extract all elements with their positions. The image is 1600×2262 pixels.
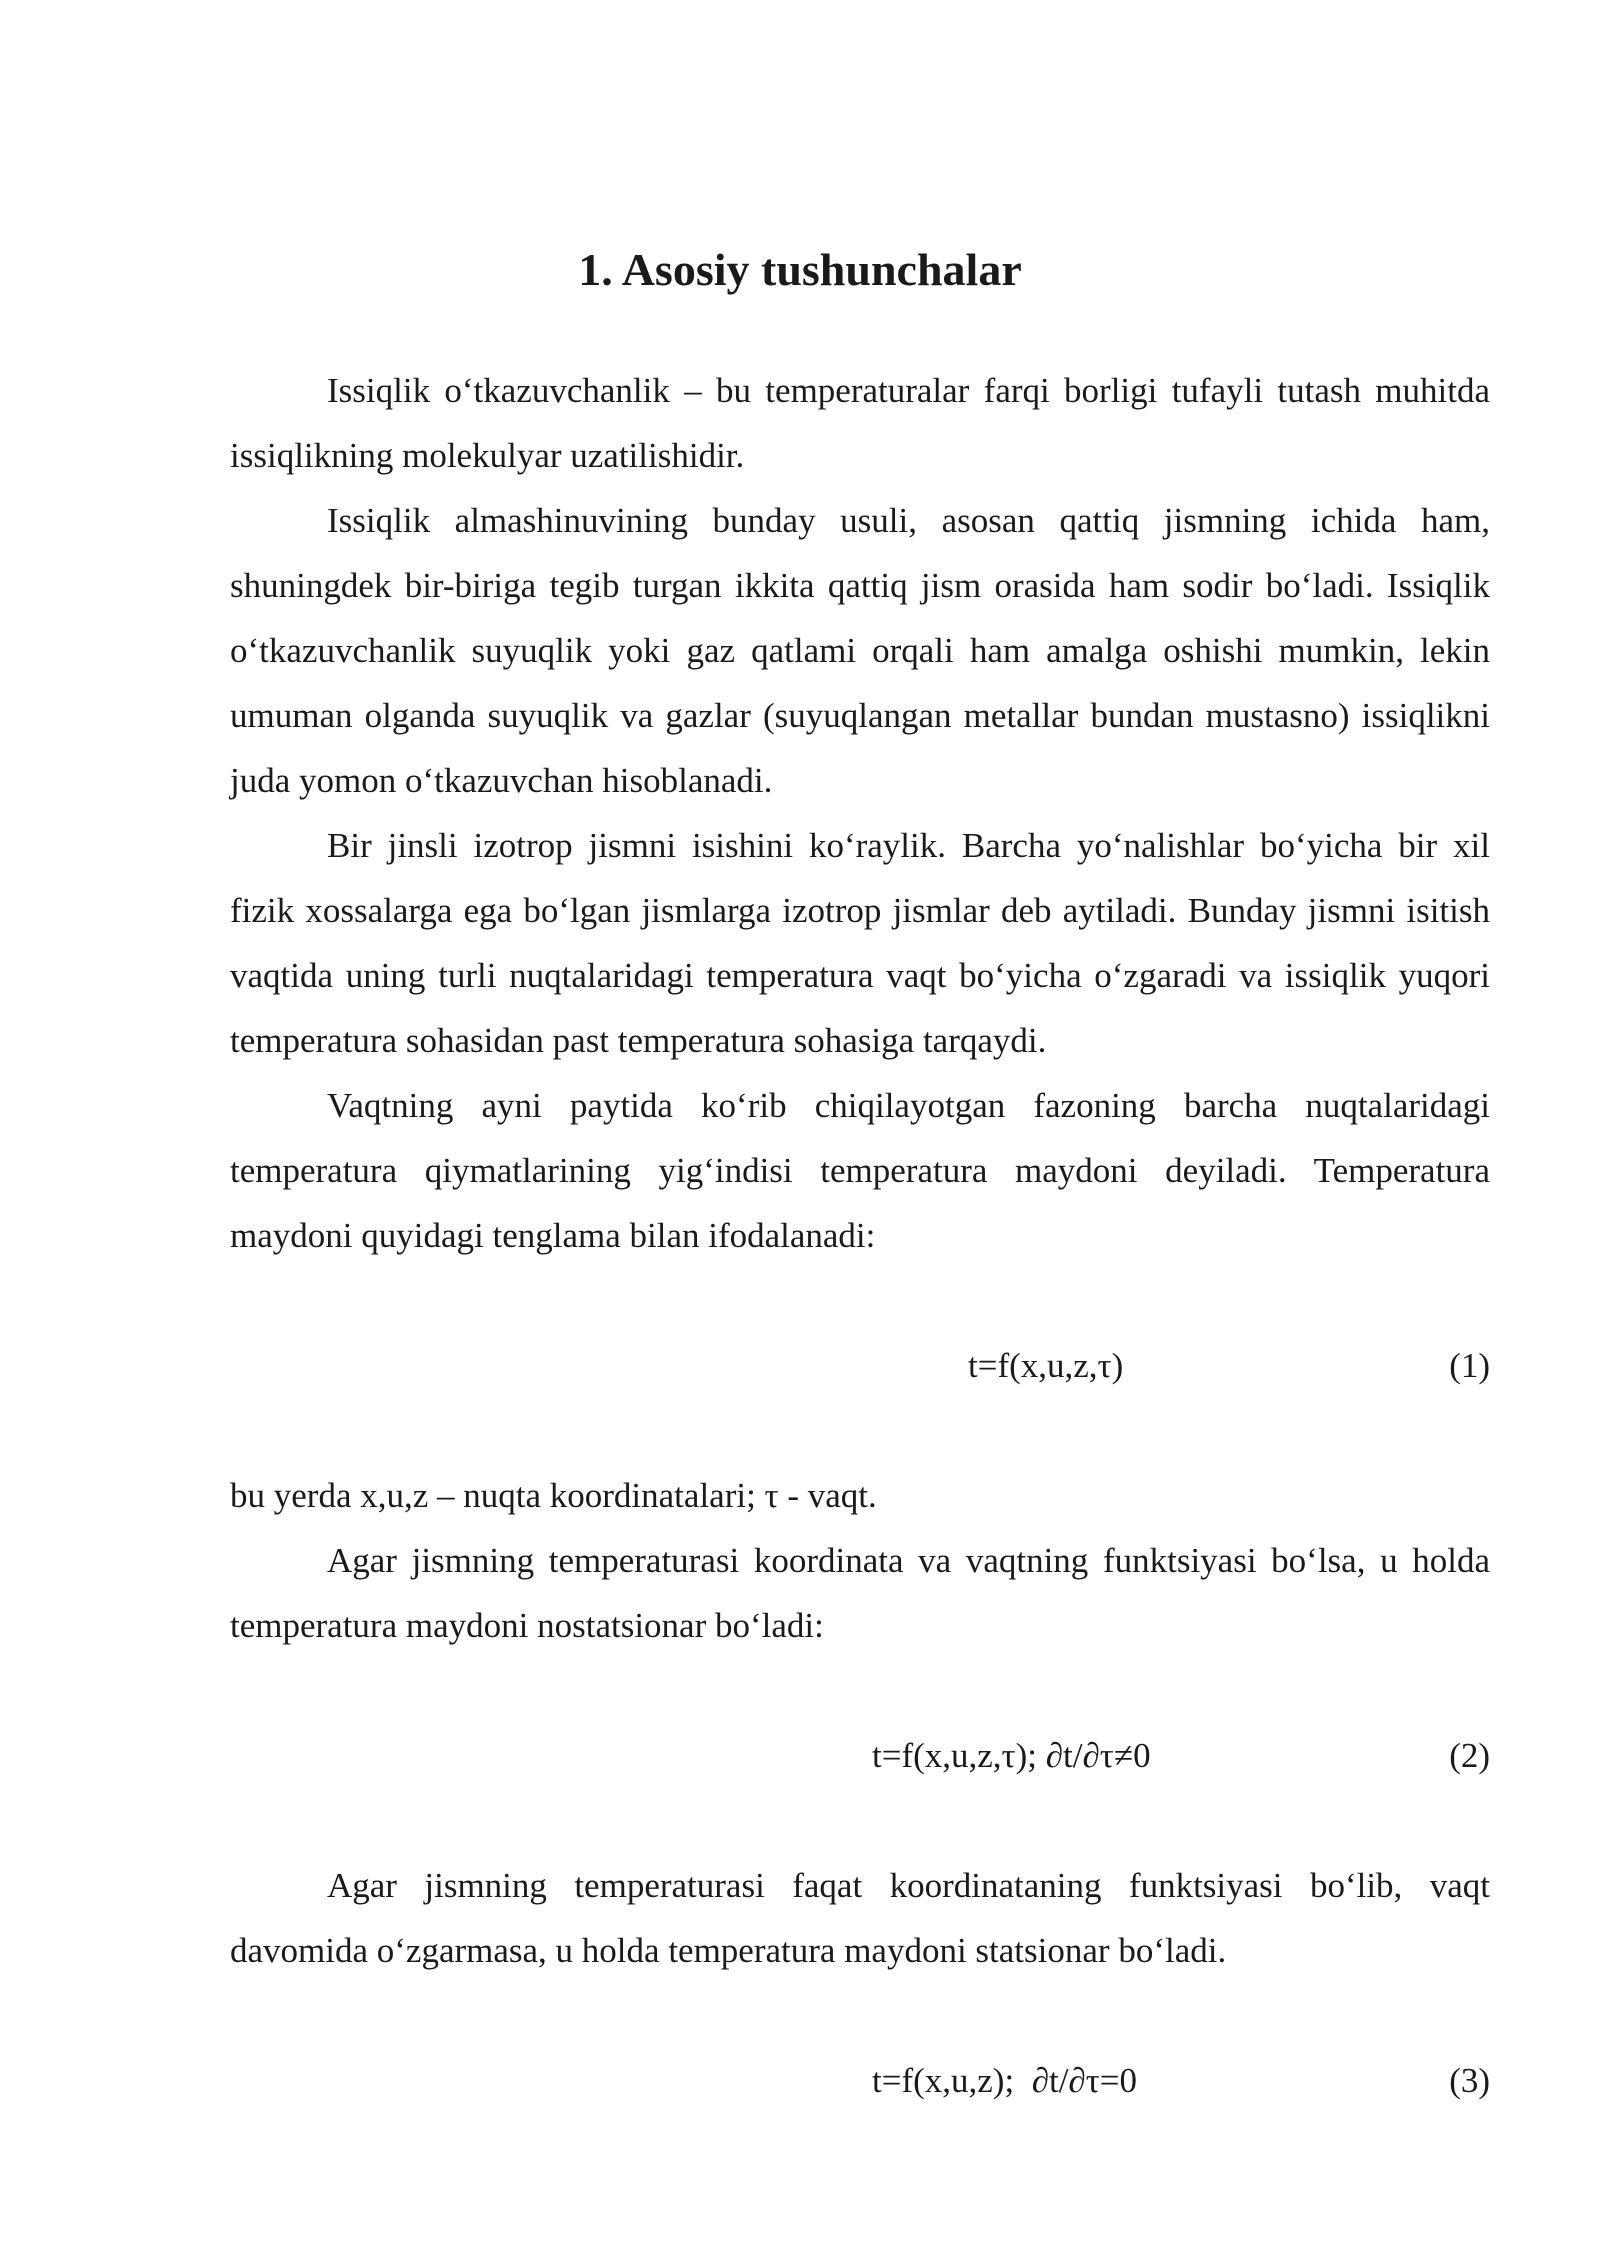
paragraph-nonstationary: Agar jismning temperaturasi koordinata va vaqtning funktsiyasi bo‘lsa, u holda temperatura maydoni nostatsionar bo‘ladi:: [230, 1541, 1490, 1645]
equation-3-number: (3): [1449, 2061, 1490, 2100]
equation-2-expression: t=f(x,u,z,τ); ∂t/∂τ≠0: [872, 1736, 1151, 1775]
paragraph-stationary: Agar jismning temperaturasi faqat koordinataning funktsiyasi bo‘lib, vaqt davomida o‘zgarmasa, u holda temperatura maydoni statsionar bo‘ladi.: [230, 1866, 1490, 1970]
equation-3: [230, 2048, 1490, 2113]
equation-1: [230, 1333, 1490, 1398]
equation-2: [230, 1723, 1490, 1788]
section-title: 1. Asosiy tushunchalar: [578, 244, 1022, 295]
equation-3-expression: t=f(x,u,z); ∂t/∂τ=0: [872, 2061, 1138, 2100]
equation-2-number: (2): [1449, 1736, 1490, 1775]
paragraph-isotropic-body: Bir jinsli izotrop jismni isishini ko‘raylik. Barcha yo‘nalishlar bo‘yicha bir xil fizik xossalarga ega bo‘lgan jismlarga izotrop jismlar deb aytiladi. Bunday jismni isitish vaqtida uning turli nuqtalaridagi temperatura vaqt bo‘yicha o‘zgaradi va issiqlik yuqori temperatura sohasidan past temperatura sohasiga tarqaydi.: [230, 826, 1490, 1060]
document-body: [230, 358, 1490, 2113]
paragraph-heat-exchange: Issiqlik almashinuvining bunday usuli, asosan qattiq jismning ichida ham, shuningdek bir-biriga tegib turgan ikkita qattiq jism orasida ham sodir bo‘ladi. Issiqlik o‘tkazuvchanlik suyuqlik yoki gaz qatlami orqali ham amalga oshishi mumkin, lekin umuman olganda suyuqlik va gazlar (suyuqlangan metallar bundan mustasno) issiqlikni juda yomon o‘tkazuvchan hisoblanadi.: [230, 501, 1490, 800]
equation-1-number: (1): [1449, 1346, 1490, 1385]
paragraph-temperature-field: Vaqtning ayni paytida ko‘rib chiqilayotgan fazoning barcha nuqtalaridagi temperatura qiymatlarining yig‘indisi temperatura maydoni deyiladi. Temperatura maydoni quyidagi tenglama bilan ifodalanadi:: [230, 1086, 1490, 1255]
paragraph-definition: Issiqlik o‘tkazuvchanlik – bu temperaturalar farqi borligi tufayli tutash muhitda issiqlikning molekulyar uzatilishidir.: [230, 371, 1490, 475]
paragraph-where: bu yerda x,u,z – nuqta koordinatalari; τ - vaqt.: [230, 1476, 877, 1515]
equation-1-expression: t=f(x,u,z,τ): [968, 1346, 1124, 1385]
